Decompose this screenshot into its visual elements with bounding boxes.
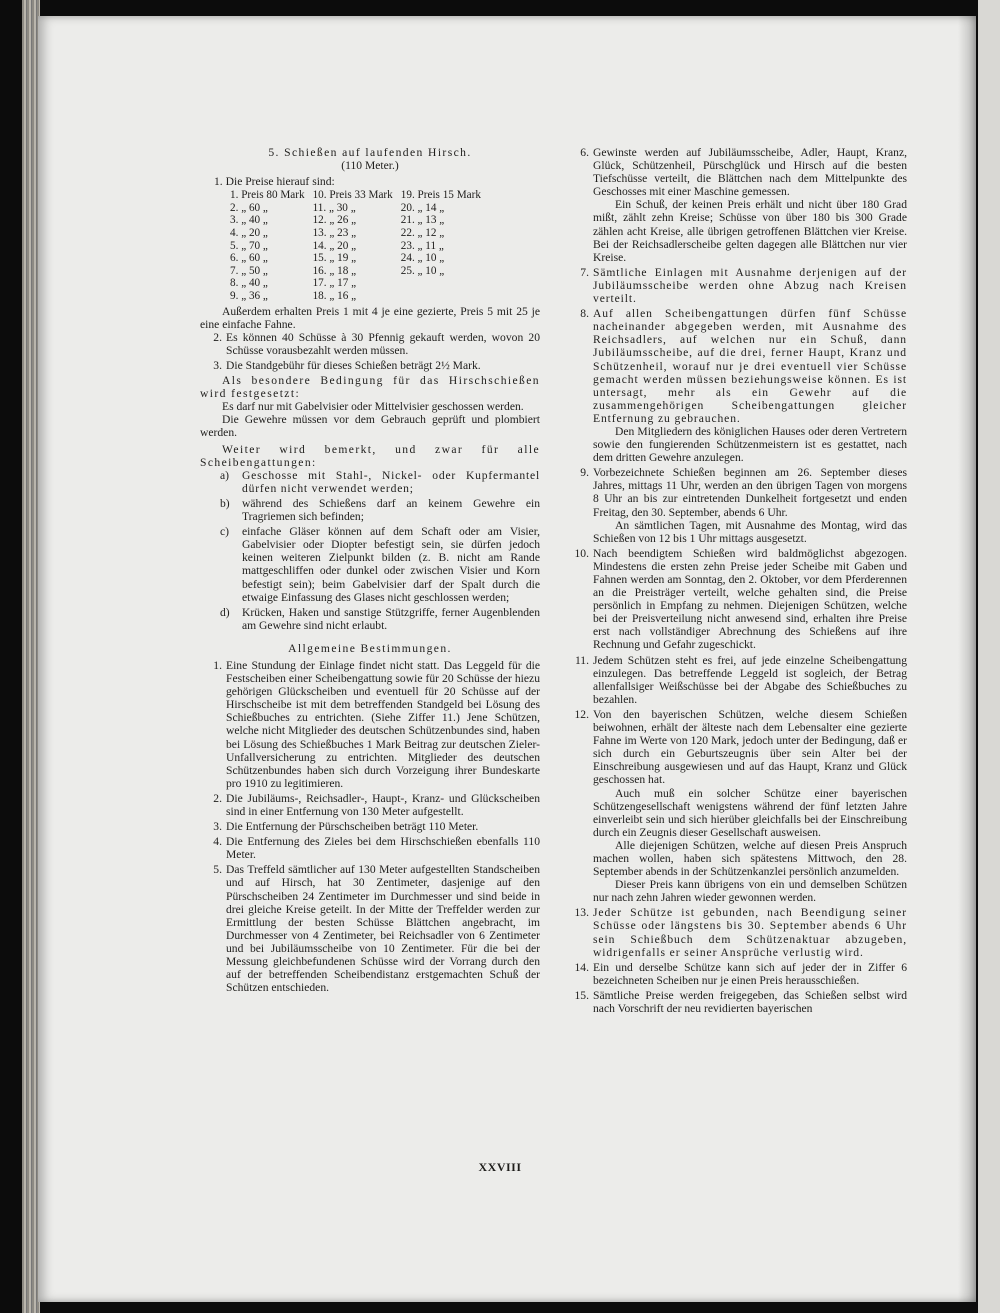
price-cell: 15. „ 19 „ xyxy=(312,252,357,265)
item-text xyxy=(593,146,907,264)
item-number: 4. xyxy=(213,835,222,849)
item-text: Eine Stundung der Einlage findet nicht statt. Das Leggeld für die Festscheiben einer Scheibengattung sowie für 20 Schüsse der hiezu gehörigen Glückscheiben und eventuell für 20 Schüsse auf der Hirschscheibe ist mit dem betreffenden Standgeld bei Lösung des Schießbuches zu entrichten. (Siehe Ziffer 11.) Jene Schützen, welche nicht Mitglieder des deutschen Schützenbundes sind, haben bei Lösung des Schießbuches 1 Mark Beitrag zur deutschen Zieler-Unfallversicherung zu entrichten. Mitglieder des deutschen Schützenbundes haben sich durch Vorzeigung ihrer Bundeskarte pro 1910 zu legitimieren. xyxy=(226,658,540,790)
price-row xyxy=(230,252,489,265)
item-text: Sämtliche Einlagen mit Ausnahme derjenigen auf der Jubiläumsscheibe werden ohne Abzug nach Kreisen verteilt. xyxy=(593,265,907,306)
list-item xyxy=(567,708,907,904)
list-item xyxy=(567,266,907,305)
list-item xyxy=(200,331,540,357)
item-number: 12. xyxy=(574,707,589,721)
item-text-extra: Dieser Preis kann übrigens von ein und demselben Schützen nur nach zehn Jahren wieder gewonnen werden. xyxy=(593,878,907,905)
price-row xyxy=(230,240,489,253)
price-cell: 10. Preis 33 Mark xyxy=(312,189,393,202)
price-cell: 2. „ 60 „ xyxy=(230,201,268,214)
price-cell: 21. „ 13 „ xyxy=(400,214,445,227)
price-table xyxy=(230,189,489,302)
item-text: Die Entfernung der Pürschscheiben beträgt 110 Meter. xyxy=(226,820,479,834)
list-item xyxy=(200,835,540,861)
list-item xyxy=(567,961,907,987)
price-row xyxy=(230,202,489,215)
price-row xyxy=(230,277,489,290)
price-cell: 19. Preis 15 Mark xyxy=(400,189,481,202)
price-cell: 7. „ 50 „ xyxy=(230,264,268,277)
page-number: XXVIII xyxy=(478,1160,522,1174)
item-number: 10. xyxy=(574,546,589,560)
item-number: 2. xyxy=(213,791,222,805)
list-item xyxy=(200,659,540,790)
item-text: Es können 40 Schüsse à 30 Pfennig gekauft werden, wovon 20 Schüsse vorausbezahlt werden müssen. xyxy=(226,330,540,357)
item-number: 1. xyxy=(213,658,222,672)
list-item xyxy=(567,547,907,652)
item-text: Nach beendigtem Schießen wird baldmöglichst abgezogen. Mindestens die ersten zehn Preise jeder Scheibe mit Gaben und Fahnen werden am Sonntag, den 2. Oktober, vor dem Pferderennen an die Preisträger verteilt, welche gehalten sind, die Preise persönlich in Empfang zu nehmen. Diejenigen Schützen, welche bei der Preisverteilung nicht anwesend sind, erhalten ihre Preise erst nach vollständiger Abrechnung des Schießens auf ihre Rechnung und Gefahr zugeschickt. xyxy=(593,546,907,652)
plomb-rule: Die Gewehre müssen vor dem Gebrauch geprüft und plombiert werden. xyxy=(200,413,540,440)
item-number: 14. xyxy=(574,960,589,974)
price-cell xyxy=(401,290,489,303)
item-text-main: Auf allen Scheibengattungen dürfen fünf Schüsse nacheinander abgegeben werden, mit Ausnahme des Reichsadlers, auf welchen nur ein Schuß, dann Jubiläumsscheibe, auf die drei, ferner Haupt, Kranz und Schützenheil, worauf nur je drei eventuell vier Schüsse gemacht werden müssen beziehungsweise können. Es ist untersagt, mehr als ein Gewehr auf die zusammengehörigen Scheibengattungen gleicher Entfernung zu gebrauchen. xyxy=(593,307,907,425)
price-row xyxy=(230,214,489,227)
price-cell xyxy=(401,277,489,290)
price-cell: 9. „ 36 „ xyxy=(230,290,268,303)
price-row xyxy=(230,227,489,240)
sub-item xyxy=(220,525,540,604)
sub-item-text: Krücken, Haken und sanstige Stützgriffe, ferner Augenblenden am Gewehre sind nicht erlaubt. xyxy=(242,605,540,632)
item-text: Die Jubiläums-, Reichsadler-, Haupt-, Kranz- und Glückscheiben sind in einer Entfernung von 130 Meter aufgestellt. xyxy=(226,791,540,818)
list-item xyxy=(567,989,907,1015)
item-text: Jedem Schützen steht es frei, auf jede einzelne Scheibengattung einzulegen. Das betreffende Leggeld ist sogleich, der Betrag allenfallsiger Weißschüsse bei der Abgabe des Schießbuches zu bezahlen. xyxy=(593,653,907,706)
right-column xyxy=(567,146,907,1017)
list-item xyxy=(200,792,540,818)
item-text-extra: An sämtlichen Tagen, mit Ausnahme des Montag, wird das Schießen von 12 bis 1 Uhr mittags ausgesetzt. xyxy=(593,518,907,545)
item-number: 11. xyxy=(574,653,589,667)
price-cell: 13. „ 23 „ xyxy=(312,227,357,240)
list-item xyxy=(567,906,907,958)
price-cell: 17. „ 17 „ xyxy=(312,277,357,290)
item-text-extra: Den Mitgliedern des königlichen Hauses oder deren Vertretern sowie den fungierenden Schützenmeistern ist es gestattet, nach dem dritten Gewehre anzulegen. xyxy=(593,424,907,465)
section-5-subtitle: (110 Meter.) xyxy=(341,159,399,173)
list-item xyxy=(567,466,907,545)
item-number: 15. xyxy=(574,988,589,1002)
item-number: 8. xyxy=(580,307,589,321)
price-row xyxy=(230,189,489,202)
item-text-main: Vorbezeichnete Schießen beginnen am 26. September dieses Jahres, mittags 11 Uhr, werden an den übrigen Tagen von morgens 8 Uhr an bis zur eintretenden Dunkelheit fortgesetzt und enden Freitag, den 30. September, abends 6 Uhr. xyxy=(593,466,907,519)
price-row xyxy=(230,265,489,278)
item-text-extra: Alle diejenigen Schützen, welche auf diesen Preis Anspruch machen wollen, haben sich spätestens Mittwoch, den 28. September abends in der Schützenkanzlei persönlich anzumelden. xyxy=(593,838,907,879)
item-number: 13. xyxy=(574,906,589,920)
price-cell: 4. „ 20 „ xyxy=(230,227,268,240)
price-cell: 23. „ 11 „ xyxy=(400,239,444,252)
price-cell: 5. „ 70 „ xyxy=(230,239,268,252)
price-cell: 12. „ 26 „ xyxy=(312,214,357,227)
list-item xyxy=(200,863,540,994)
list-item xyxy=(567,146,907,264)
item-number: 2. xyxy=(213,330,222,344)
left-column xyxy=(200,146,540,996)
sub-item xyxy=(220,497,540,523)
item-text-main: Von den bayerischen Schützen, welche diesem Schießen beiwohnen, erhält der älteste nach dem Lebensalter eine gezierte Fahne im Werte von 120 Mark, jedoch unter der Bedingung, daß er sich durch ein Geburtszeugnis über sein Alter bei der Einschreibung ausgewiesen und auf das Haupt, Kranz und Glück geschossen hat. xyxy=(593,707,907,787)
item-text-extra: Auch muß ein solcher Schütze einer bayerischen Schützengesellschaft wenigstens während der fünf letzten Jahre einverleibt sein und sich hierüber gleichfalls bei der Einschreibung durch ein Zeugnis dieser Gesellschaft ausweisen. xyxy=(593,786,907,839)
next-page-edge xyxy=(978,0,1000,1313)
sub-item xyxy=(220,606,540,632)
sub-item-letter: b) xyxy=(220,496,230,510)
price-row xyxy=(230,290,489,303)
item-text: Die Entfernung des Zieles bei dem Hirschschießen ebenfalls 110 Meter. xyxy=(226,835,540,862)
sub-item-letter: d) xyxy=(220,605,230,619)
sub-item xyxy=(220,469,540,495)
price-cell: 16. „ 18 „ xyxy=(312,264,357,277)
item-number: 5. xyxy=(213,863,222,877)
list-item xyxy=(567,654,907,706)
sub-item-text: Geschosse mit Stahl-, Nickel- oder Kupfermantel dürfen nicht verwendet werden; xyxy=(242,468,540,495)
item-text: Jeder Schütze ist gebunden, nach Beendigung seiner Schüsse oder längstens bis 30. September abends 6 Uhr sein Schießbuch dem Schützenaktuar abzugeben, widrigenfalls er seiner Ansprüche verlustig wird. xyxy=(593,906,907,959)
price-cell: 8. „ 40 „ xyxy=(230,277,268,290)
price-cell: 20. „ 14 „ xyxy=(400,201,445,214)
price-cell: 14. „ 20 „ xyxy=(312,239,357,252)
sub-item-letter: c) xyxy=(220,525,230,539)
item-text: Das Treffeld sämtlicher auf 130 Meter aufgestellten Standscheiben und auf Hirsch, hat 30 Zentimeter, dasjenige auf den Pürschscheiben 24 Zentimeter im Durchmesser und sind beide in drei gleiche Kreise geteilt. In der Mitte der Treffelder werden zur Ermittlung der besten Schüsse Blättchen angebracht, im Durchmesser von 4 Zentimeter, bei Reichsadler von 6 Zentimeter und bei Jubiläumsscheibe von 10 Zentimeter. Für die bei der Messung gleichbefundenen Schüsse wird der Vorrang durch den auf der betreffenden Scheibendistanz erstgemachten Schuß der Schützen entschieden. xyxy=(226,863,540,995)
list-item xyxy=(567,307,907,464)
price-cell: 11. „ 30 „ xyxy=(312,201,356,214)
item-number: 9. xyxy=(580,466,589,480)
list-item xyxy=(200,359,540,372)
sub-item-letter: a) xyxy=(220,468,230,482)
further-note: Weiter wird bemerkt, und zwar für alle Scheibengattungen: xyxy=(200,442,540,469)
price-cell: 18. „ 16 „ xyxy=(312,290,357,303)
item-number: 3. xyxy=(213,359,222,372)
page-gutter-shadow xyxy=(958,16,976,1302)
item-text xyxy=(593,307,907,464)
price-cell: 3. „ 40 „ xyxy=(230,214,268,227)
item-number: 3. xyxy=(213,820,222,834)
item-text-extra: Ein Schuß, der keinen Preis erhält und nicht über 180 Grad mißt, zählt zehn Kreise; Schüsse von über 180 bis 300 Grade zählen acht Kreise, alle übrigen getroffenen Blättchen vier Kreise. Bei der Reichsadlerscheibe gelten dagegen alle Blättchen nur vier Kreise. xyxy=(593,198,907,264)
item-number: 6. xyxy=(580,146,589,159)
price-cell: 25. „ 10 „ xyxy=(400,264,445,277)
item-text xyxy=(593,466,907,545)
price-cell: 22. „ 12 „ xyxy=(400,227,445,240)
prices-intro: 1. Die Preise hierauf sind: xyxy=(214,175,335,189)
list-item xyxy=(200,820,540,833)
item-text: Sämtliche Preise werden freigegeben, das Schießen selbst wird nach Vorschrift der neu revidierten bayerischen xyxy=(593,988,907,1015)
price-cell: 6. „ 60 „ xyxy=(230,252,268,265)
price-cell: 1. Preis 80 Mark xyxy=(230,189,305,202)
gabel-rule: Es darf nur mit Gabelvisier oder Mittelvisier geschossen werden. xyxy=(222,400,524,414)
general-provisions-title: Allgemeine Bestimmungen. xyxy=(288,641,452,655)
prices-note: Außerdem erhalten Preis 1 mit 4 je eine gezierte, Preis 5 mit 25 je eine einfache Fahne. xyxy=(200,304,540,331)
price-cell: 24. „ 10 „ xyxy=(400,252,445,265)
section-5-title: 5. Schießen auf laufenden Hirsch. xyxy=(268,146,472,159)
item-text-main: Gewinste werden auf Jubiläumsscheibe, Adler, Haupt, Kranz, Glück, Schützenheil, Pürschglück und Hirsch auf die besten Tiefschüsse verteilt, die Blättchen nach dem Mittelpunkte des Geschosses mit einer Maschine gemessen. xyxy=(593,146,907,199)
item-text: Die Standgebühr für dieses Schießen beträgt 2½ Mark. xyxy=(226,359,481,372)
sub-item-text: während des Schießens darf an keinem Gewehre ein Tragriemen sich befinden; xyxy=(242,496,540,524)
item-text: Ein und derselbe Schütze kann sich auf jeder der in Ziffer 6 bezeichneten Scheiben nur je einen Preis herausschießen. xyxy=(593,960,907,987)
item-number: 7. xyxy=(580,265,589,279)
sub-item-text: einfache Gläser können auf dem Schaft oder am Visier, Gabelvisier oder Diopter befestigt sein, sie dürfen jedoch keinen weiteren Zielpunkt bilden (z. B. nicht am Rande mattgeschliffen oder dunkel oder zwischen Visier und Korn befestigt sein); beim Gabelvisier darf der Spalt durch die etwaige Einfassung des Glases nicht geschlossen werden; xyxy=(242,525,540,604)
special-conditions: Als besondere Bedingung für das Hirschschießen wird festgesetzt: xyxy=(200,374,540,401)
item-text xyxy=(593,708,907,904)
